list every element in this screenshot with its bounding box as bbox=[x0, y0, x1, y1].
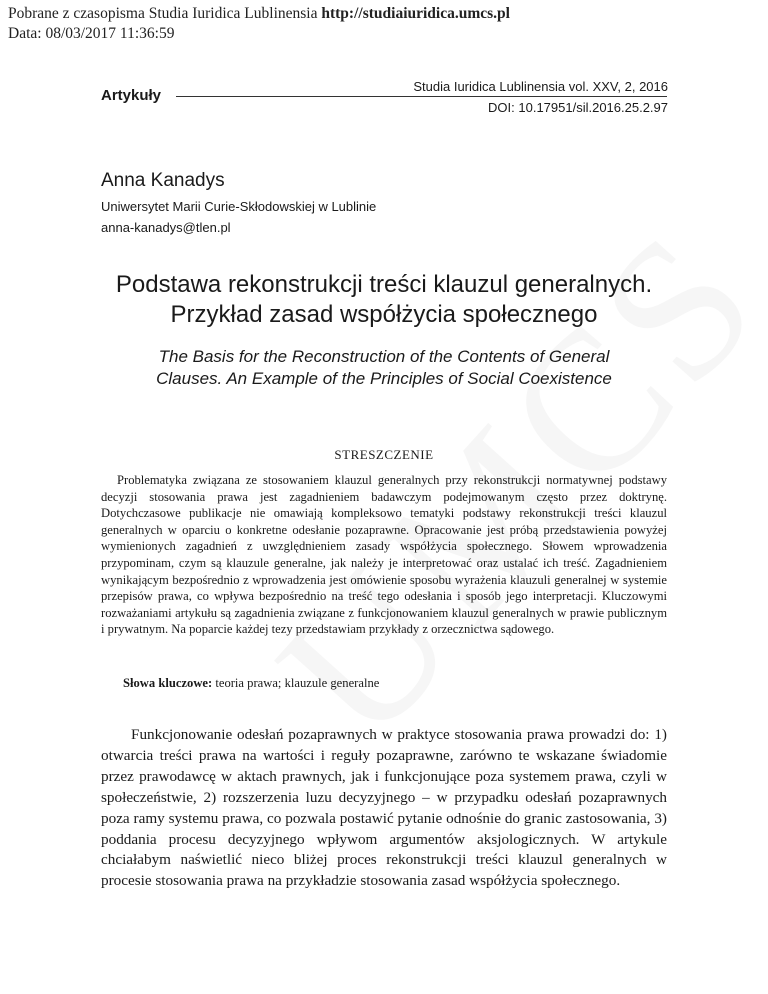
author-email[interactable]: anna-kanadys@tlen.pl bbox=[101, 220, 231, 235]
header-rule bbox=[176, 96, 667, 97]
author-name: Anna Kanadys bbox=[101, 170, 225, 191]
download-source-link[interactable]: http://studiaiuridica.umcs.pl bbox=[321, 5, 510, 22]
body-paragraph: Funkcjonowanie odesłań pozaprawnych w praktyce stosowania prawa prowadzi do: 1) otwarcia treści prawa na wartości i reguły pozaprawne, zarówno te wskazane świadomie przez prawodawcę w aktach prawnych, jak i funkcjonujące poza systemem prawa, czyli w społeczeństwie, 2) rozszerzenia luzu decyzyjnego – w przypadku odesłań pozaprawnych poza ramy systemu prawa, co pozwala postawić pytanie odnośnie do granic zastosowania, 3) poddania procesu decyzyjnego wpływom argumentów aksjologicznych. W artykule chciałabym naświetlić nieco bliżej proces rekonstrukcji treści klauzul generalnych w procesie stosowania prawa na przykładzie stosowania zasad współżycia społecznego. bbox=[101, 726, 667, 890]
abstract-text: Problematyka związana ze stosowaniem klauzul generalnych przy rekonstrukcji normatywnej podstawy decyzji stosowania prawa jest zagadnieniem badawczym podejmowanym często przez doktrynę. Dotychczasowe publikacje nie omawiają kompleksowo tematyki podstawy rekonstrukcji treści klauzul generalnych w oparciu o konkretne odesłanie pozaprawne. Opracowanie jest próbą przedstawienia powyżej wymienionych zagadnień z uwzględnieniem zasady współżycia społecznego. Słowem wprowadzenia przypominam, czym są klauzule generalne, jak należy je interpretować oraz ustalać ich treść. Zagadnieniem wynikającym bezpośrednio z wprowadzenia jest omówienie sposobu wyrażenia klauzuli generalnej w systemie przepisów prawa, co wpływa bezpośrednio na treść tego odesłania i sposób jego interpretacji. Kluczowymi rozważaniami artykułu są zagadnienia związane z funkcjonowaniem klauzul generalnych w prawie publicznym i prywatnym. Na poparcie każdej tezy przedstawiam przykłady z orzecznictwa sądowego. bbox=[101, 473, 667, 637]
download-source-text: Pobrane z czasopisma Studia Iuridica Lublinensia bbox=[8, 5, 322, 22]
section-label: Artykuły bbox=[101, 87, 162, 104]
title-line-1: Podstawa rekonstrukcji treści klauzul generalnych. bbox=[115, 271, 653, 298]
author-affiliation: Uniwersytet Marii Curie-Skłodowskiej w Lublinie bbox=[101, 199, 377, 214]
keywords bbox=[123, 676, 379, 691]
keywords-label: Słowa kluczowe: bbox=[123, 676, 213, 690]
abstract-heading: STRESZCZENIE bbox=[334, 447, 434, 462]
keywords-value: teoria prawa; klauzule generalne bbox=[212, 676, 380, 690]
journal-citation: Studia Iuridica Lublinensia vol. XXV, 2, 2016 bbox=[413, 79, 668, 94]
download-notice bbox=[8, 4, 510, 44]
download-date: Data: 08/03/2017 11:36:59 bbox=[8, 25, 175, 42]
english-title bbox=[80, 346, 688, 390]
doi[interactable]: DOI: 10.17951/sil.2016.25.2.97 bbox=[488, 100, 668, 115]
subtitle-line-2: Clauses. An Example of the Principles of Social Coexistence bbox=[156, 369, 612, 388]
title-line-2: Przykład zasad współżycia społecznego bbox=[170, 301, 598, 328]
abstract bbox=[101, 472, 667, 638]
subtitle-line-1: The Basis for the Reconstruction of the Contents of General bbox=[158, 347, 610, 366]
article-title bbox=[80, 270, 688, 330]
body-text bbox=[101, 725, 667, 892]
